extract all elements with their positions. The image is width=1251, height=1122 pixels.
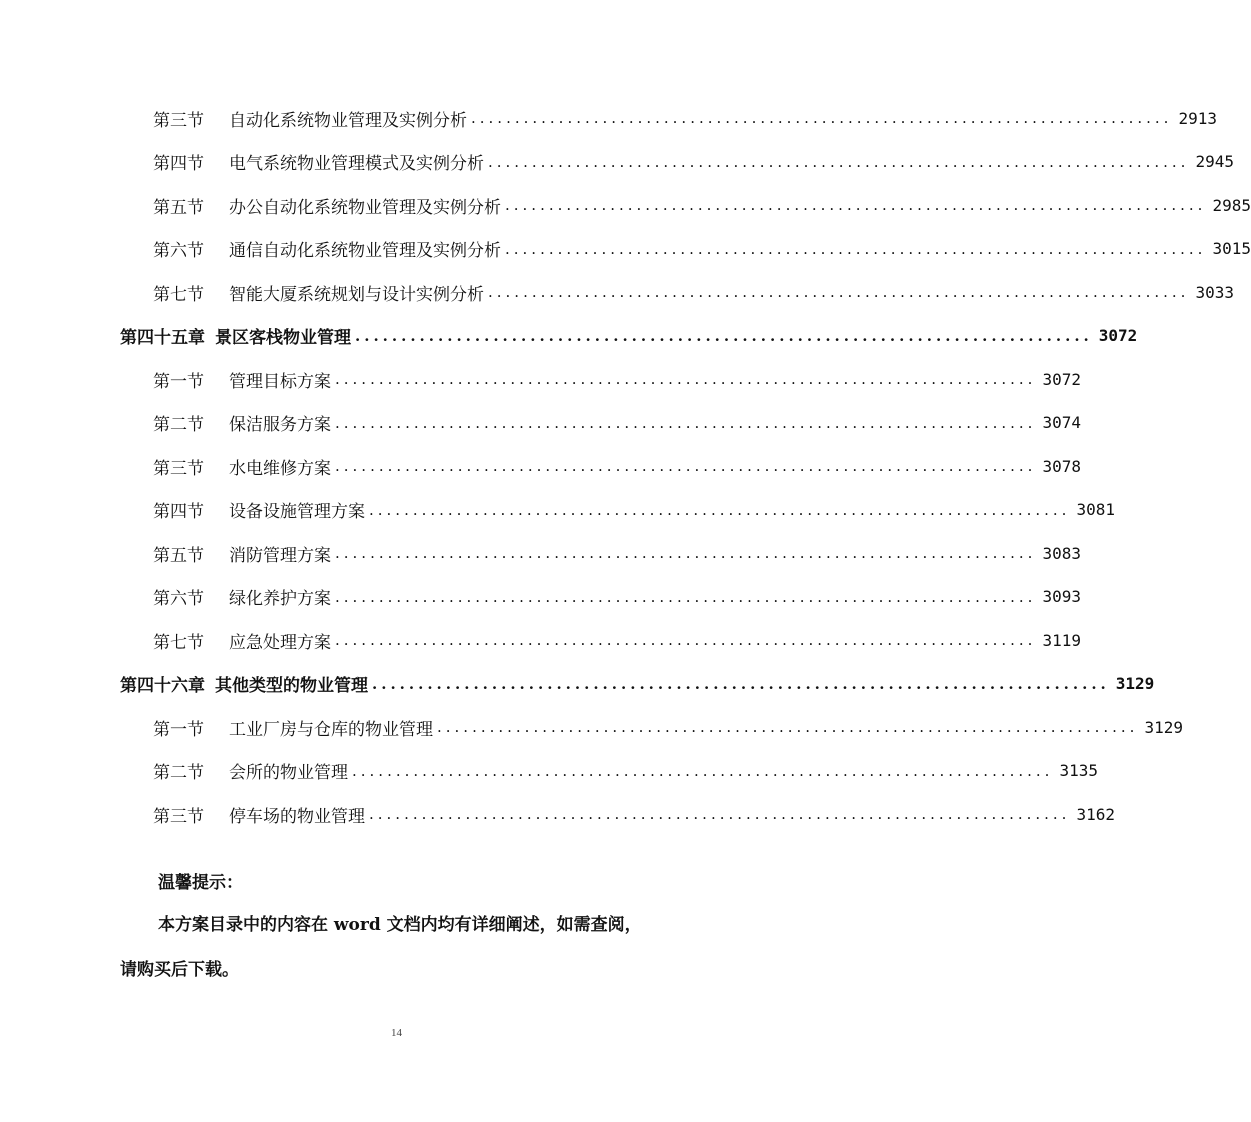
toc-entry-title: 管理目标方案 <box>229 371 331 392</box>
toc-entry-title: 停车场的物业管理 <box>229 806 365 827</box>
toc-entry-page: 2913 <box>1178 108 1217 128</box>
toc-leader-dots: ................................................................................ <box>335 544 1037 562</box>
toc-entry-page: 3162 <box>1076 804 1115 824</box>
toc-entry-number: 第六节 <box>153 589 204 609</box>
toc-leader-dots: ................................................................................ <box>488 283 1190 301</box>
toc-leader-dots: ................................................................................ <box>437 718 1139 736</box>
toc-leader-dots: ................................................................................ <box>335 370 1037 388</box>
toc-entry-number: 第三节 <box>153 458 204 479</box>
toc-entry-number: 第七节 <box>153 284 204 305</box>
toc-entry-number: 第一节 <box>153 371 204 392</box>
toc-section-row <box>153 800 1115 828</box>
toc-entry-number: 第一节 <box>153 719 204 740</box>
toc-entry-title: 电气系统物业管理模式及实例分析 <box>229 154 484 174</box>
toc-entry-page: 2985 <box>1212 195 1251 215</box>
toc-leader-dots: ................................................................................ <box>369 500 1071 519</box>
toc-entry-page: 3119 <box>1042 630 1081 650</box>
toc-section-row <box>153 713 1183 741</box>
toc-section-row <box>153 235 1251 263</box>
toc-entry-title: 保洁服务方案 <box>229 415 331 435</box>
toc-section-row <box>153 191 1251 219</box>
toc-leader-dots: ................................................................................ <box>335 457 1037 475</box>
toc-section-row <box>153 409 1081 437</box>
toc-entry-number: 第五节 <box>153 545 204 566</box>
toc-section-row <box>153 452 1081 480</box>
toc-entry-number: 第六节 <box>153 241 204 261</box>
toc-entry-number: 第二节 <box>153 415 204 435</box>
toc-leader-dots: ................................................................................ <box>352 761 1054 780</box>
toc-entry-page: 3081 <box>1076 500 1115 519</box>
toc-entry-number: 第三节 <box>153 110 204 131</box>
toc-section-row <box>153 757 1098 785</box>
toc-entry-number: 第三节 <box>153 806 204 827</box>
toc-section-row <box>153 583 1081 611</box>
toc-entry-page: 3074 <box>1042 413 1081 432</box>
toc-entry-page: 3072 <box>1042 369 1081 389</box>
toc-entry-number: 第四节 <box>153 154 204 174</box>
toc-section-row <box>153 104 1217 132</box>
toc-entry-number: 第七节 <box>153 632 204 653</box>
toc-entry-page: 3083 <box>1042 543 1081 563</box>
toc-entry-page: 3129 <box>1115 674 1155 693</box>
toc-entry-title: 景区客栈物业管理 <box>215 328 351 348</box>
toc-section-row <box>153 148 1234 176</box>
toc-leader-dots: ................................................................................ <box>335 413 1037 432</box>
toc-leader-dots: ................................................................................ <box>355 326 1093 345</box>
toc-entry-title: 应急处理方案 <box>229 632 331 653</box>
page-number: 14 <box>391 1027 402 1039</box>
notice-text-line1: 本方案目录中的内容在 word 文档内均有详细阐述，如需查阅， <box>158 915 642 935</box>
toc-entry-page: 3093 <box>1042 587 1081 606</box>
toc-chapter-row <box>120 670 1155 698</box>
notice-text-line2: 请购买后下载。 <box>120 960 239 980</box>
toc-entry-page: 3072 <box>1098 326 1138 345</box>
toc-section-row <box>153 278 1234 306</box>
toc-leader-dots: ................................................................................ <box>369 805 1071 823</box>
toc-entry-title: 会所的物业管理 <box>229 763 348 783</box>
toc-leader-dots: ................................................................................ <box>471 109 1173 127</box>
toc-entry-page: 3135 <box>1059 761 1098 780</box>
toc-entry-title: 其他类型的物业管理 <box>215 676 368 696</box>
toc-entry-number: 第四十六章 <box>120 676 205 696</box>
toc-entry-title: 智能大厦系统规划与设计实例分析 <box>229 284 484 305</box>
toc-entry-page: 2945 <box>1195 152 1234 171</box>
toc-leader-dots: ................................................................................ <box>372 674 1110 693</box>
toc-entry-title: 自动化系统物业管理及实例分析 <box>229 110 467 131</box>
toc-leader-dots: ................................................................................ <box>505 196 1207 214</box>
toc-entry-number: 第二节 <box>153 763 204 783</box>
toc-leader-dots: ................................................................................ <box>335 631 1037 649</box>
notice-heading: 温馨提示： <box>158 873 243 893</box>
toc-entry-title: 水电维修方案 <box>229 458 331 479</box>
toc-entry-page: 3015 <box>1212 239 1251 258</box>
toc-section-row <box>153 539 1081 567</box>
toc-section-row <box>153 365 1081 393</box>
toc-chapter-row <box>120 322 1138 350</box>
toc-entry-number: 第五节 <box>153 197 204 218</box>
toc-entry-number: 第四十五章 <box>120 328 205 348</box>
toc-entry-title: 通信自动化系统物业管理及实例分析 <box>229 241 501 261</box>
toc-leader-dots: ................................................................................ <box>335 587 1037 606</box>
toc-entry-title: 设备设施管理方案 <box>229 502 365 522</box>
toc-section-row <box>153 496 1115 524</box>
toc-entry-title: 办公自动化系统物业管理及实例分析 <box>229 197 501 218</box>
toc-entry-title: 消防管理方案 <box>229 545 331 566</box>
toc-section-row <box>153 626 1081 654</box>
toc-leader-dots: ................................................................................ <box>488 152 1190 171</box>
toc-entry-page: 3033 <box>1195 282 1234 302</box>
toc-entry-page: 3129 <box>1144 717 1183 737</box>
toc-leader-dots: ................................................................................ <box>505 239 1207 258</box>
toc-entry-title: 绿化养护方案 <box>229 589 331 609</box>
toc-entry-page: 3078 <box>1042 456 1081 476</box>
toc-entry-title: 工业厂房与仓库的物业管理 <box>229 719 433 740</box>
toc-entry-number: 第四节 <box>153 502 204 522</box>
